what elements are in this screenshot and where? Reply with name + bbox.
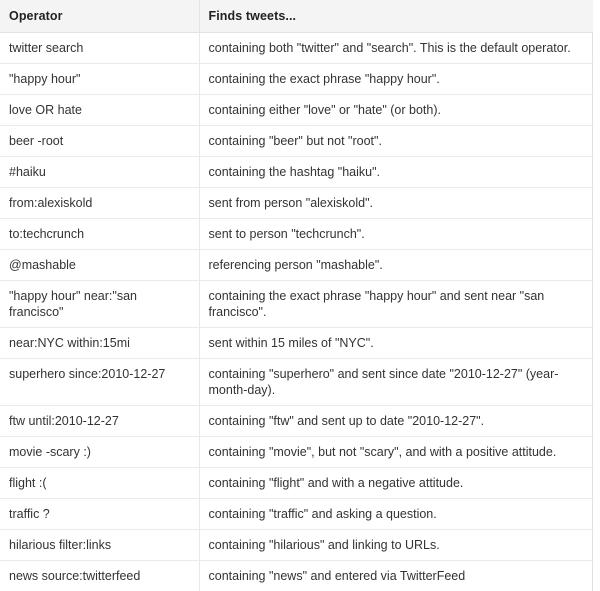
description-cell: containing "news" and entered via TwitterFeed	[199, 561, 593, 591]
description-cell: containing both "twitter" and "search". This is the default operator.	[199, 33, 593, 64]
table-row	[0, 468, 593, 499]
description-cell: containing "traffic" and asking a question.	[199, 499, 593, 530]
table-row	[0, 157, 593, 188]
operator-cell: news source:twitterfeed	[0, 561, 199, 591]
operator-cell: beer -root	[0, 126, 199, 157]
description-cell: containing the hashtag "haiku".	[199, 157, 593, 188]
description-cell: containing "hilarious" and linking to URLs.	[199, 530, 593, 561]
table-row	[0, 499, 593, 530]
description-cell: sent within 15 miles of "NYC".	[199, 328, 593, 359]
operator-cell: hilarious filter:links	[0, 530, 199, 561]
description-cell: sent from person "alexiskold".	[199, 188, 593, 219]
table-body	[0, 33, 593, 591]
description-cell: containing "movie", but not "scary", and with a positive attitude.	[199, 437, 593, 468]
table-row	[0, 359, 593, 406]
description-cell: containing the exact phrase "happy hour" and sent near "san francisco".	[199, 281, 593, 328]
table-row	[0, 33, 593, 64]
description-cell: containing "beer" but not "root".	[199, 126, 593, 157]
description-cell: containing either "love" or "hate" (or both).	[199, 95, 593, 126]
operator-cell: twitter search	[0, 33, 199, 64]
operator-cell: love OR hate	[0, 95, 199, 126]
column-header-description: Finds tweets...	[199, 0, 593, 33]
operator-cell: from:alexiskold	[0, 188, 199, 219]
operator-cell: movie -scary :)	[0, 437, 199, 468]
operator-cell: "happy hour"	[0, 64, 199, 95]
operator-cell: "happy hour" near:"san francisco"	[0, 281, 199, 328]
operator-cell: #haiku	[0, 157, 199, 188]
description-cell: containing the exact phrase "happy hour".	[199, 64, 593, 95]
table-row	[0, 188, 593, 219]
table-row	[0, 95, 593, 126]
operator-cell: flight :(	[0, 468, 199, 499]
table-row	[0, 64, 593, 95]
table-row	[0, 328, 593, 359]
operator-cell: @mashable	[0, 250, 199, 281]
table-header-row	[0, 0, 593, 33]
description-cell: sent to person "techcrunch".	[199, 219, 593, 250]
column-header-operator: Operator	[0, 0, 199, 33]
table-row	[0, 437, 593, 468]
table-row	[0, 561, 593, 591]
table-row	[0, 281, 593, 328]
table-header	[0, 0, 593, 33]
description-cell: referencing person "mashable".	[199, 250, 593, 281]
table-row	[0, 219, 593, 250]
table-row	[0, 250, 593, 281]
description-cell: containing "flight" and with a negative attitude.	[199, 468, 593, 499]
operator-cell: near:NYC within:15mi	[0, 328, 199, 359]
table-row	[0, 406, 593, 437]
table-row	[0, 530, 593, 561]
operator-cell: superhero since:2010-12-27	[0, 359, 199, 406]
description-cell: containing "superhero" and sent since date "2010-12-27" (year-month-day).	[199, 359, 593, 406]
operator-cell: to:techcrunch	[0, 219, 199, 250]
table-row	[0, 126, 593, 157]
description-cell: containing "ftw" and sent up to date "2010-12-27".	[199, 406, 593, 437]
operator-cell: traffic ?	[0, 499, 199, 530]
operator-cell: ftw until:2010-12-27	[0, 406, 199, 437]
